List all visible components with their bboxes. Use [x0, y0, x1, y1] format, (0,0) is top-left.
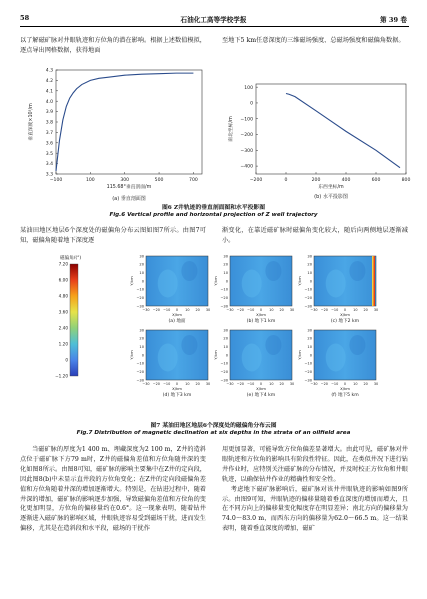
x-tick-label: −100	[49, 178, 63, 183]
fig6-panel-b	[222, 78, 412, 208]
x-tick-label: 10	[185, 308, 190, 312]
header-rule	[20, 26, 409, 27]
x-tick-label: −30	[310, 308, 318, 312]
colorbar-tick-label: 4.80	[58, 293, 68, 299]
x-axis-label: X/km	[172, 386, 182, 391]
x-tick-label: 400	[341, 178, 351, 183]
fig7-caption-cn: 图7 某油田地区地层6个深度处的磁偏角分布云图	[150, 423, 277, 429]
x-tick-label: −20	[320, 382, 328, 386]
x-tick-label: 20	[195, 382, 200, 386]
x-tick-label: −10	[163, 382, 171, 386]
y-tick-label: 20	[223, 336, 228, 341]
map-blob	[326, 270, 346, 298]
x-tick-label: −30	[226, 308, 234, 312]
x-tick-label: 500	[154, 178, 164, 183]
colorbar-tick-label: 3.60	[58, 309, 68, 315]
x-tick-label: −20	[152, 382, 160, 386]
x-tick-label: 30	[373, 382, 379, 386]
y-axis-label: Y/km	[213, 350, 218, 360]
map-blob	[158, 344, 178, 372]
panel-sublabel: (b) 水平投影图	[314, 194, 348, 200]
fig7-figure	[55, 250, 379, 410]
y-tick-label: 3.4	[45, 162, 53, 168]
y-tick-label: −20	[304, 370, 312, 375]
panel-label: (e) 地下4 km	[246, 393, 276, 398]
panel-label: (a) 地面	[168, 319, 186, 324]
y-tick-label: −10	[220, 361, 228, 366]
y-tick-label: −30	[304, 304, 312, 309]
x-tick-label: 100	[85, 178, 95, 183]
x-axis-label: 115.68°垂直剖面/m	[106, 185, 152, 190]
y-tick-label: −10	[136, 361, 144, 366]
trajectory-line	[56, 73, 193, 171]
y-axis-label: 垂直深度×10³/m	[29, 103, 34, 141]
x-tick-label: 0	[175, 308, 179, 312]
x-tick-label: 20	[195, 308, 200, 312]
y-tick-label: −200	[240, 133, 253, 139]
y-tick-label: 4.2	[45, 79, 53, 84]
y-tick-label: −10	[304, 361, 312, 366]
map-blob	[349, 335, 365, 355]
x-tick-label: 800	[401, 178, 411, 183]
x-tick-label: 10	[185, 382, 190, 386]
x-tick-label: −10	[163, 308, 171, 312]
x-tick-label: 30	[205, 382, 211, 386]
panel-label: (d) 地下3 km	[162, 393, 192, 398]
y-tick-label: −20	[220, 370, 228, 375]
panel-label: (f) 地下5 km	[331, 393, 359, 398]
y-tick-label: 4.1	[45, 89, 53, 95]
colorbar-tick-label: 2.40	[58, 325, 68, 331]
y-tick-label: −10	[304, 287, 312, 292]
y-tick-label: 10	[307, 345, 312, 350]
x-axis-label: X/km	[256, 386, 266, 391]
x-tick-label: −30	[142, 308, 150, 312]
y-tick-label: 20	[139, 336, 144, 341]
panel-label: (c) 地下2 km	[330, 319, 360, 324]
y-tick-label: 3.3	[45, 172, 53, 178]
x-tick-label: 20	[279, 382, 284, 386]
fig7-caption-en: Fig.7 Distribution of magnetic declination at six depths in the strata of an oilfield area	[76, 430, 351, 436]
y-tick-label: −300	[240, 148, 253, 154]
y-tick-label: 10	[139, 271, 144, 276]
x-tick-label: 700	[189, 178, 198, 183]
y-tick-label: 3.9	[45, 110, 53, 116]
x-tick-label: −30	[310, 382, 318, 386]
y-tick-label: −30	[136, 378, 144, 383]
x-axis-label: 东西坐标/m	[318, 185, 344, 190]
y-axis-label: Y/km	[129, 350, 134, 360]
x-tick-label: 20	[279, 308, 284, 312]
x-tick-label: 0	[343, 308, 347, 312]
x-tick-label: 600	[371, 178, 381, 183]
y-tick-label: 3.6	[45, 141, 53, 147]
x-tick-label: −30	[226, 382, 234, 386]
x-tick-label: 0	[175, 382, 179, 386]
y-tick-label: 100	[244, 85, 253, 91]
map-blob	[349, 261, 365, 281]
x-tick-label: −30	[142, 382, 150, 386]
y-axis-label: Y/km	[213, 276, 218, 286]
y-tick-label: −10	[220, 287, 228, 292]
y-tick-label: −100	[240, 117, 253, 123]
y-tick-label: −30	[220, 378, 228, 383]
y-tick-label: 30	[139, 254, 144, 259]
map-blob	[158, 270, 178, 298]
x-tick-label: 0	[343, 382, 347, 386]
x-tick-label: 10	[269, 382, 274, 386]
y-tick-label: 30	[139, 328, 144, 333]
fig7-maps	[55, 250, 379, 410]
volume-label: 第 39 卷	[380, 16, 407, 24]
y-tick-label: −20	[304, 296, 312, 301]
x-tick-label: 20	[363, 308, 368, 312]
x-tick-label: 10	[353, 308, 358, 312]
anomaly-core	[374, 256, 376, 306]
y-tick-label: −30	[304, 378, 312, 383]
y-axis-label: Y/km	[297, 350, 302, 360]
y-tick-label: −10	[136, 287, 144, 292]
x-tick-label: −10	[247, 382, 255, 386]
y-tick-label: 3.8	[45, 120, 53, 126]
trajectory-line	[286, 93, 400, 167]
text-left-mid: 某油田地区地层6个深度处的磁偏角分布云图如图7所示。由图7可知，磁偏角随着地下深度逐	[20, 227, 206, 244]
y-tick-label: −20	[136, 296, 144, 301]
x-tick-label: 200	[311, 178, 321, 183]
y-tick-label: −30	[220, 304, 228, 309]
y-tick-label: 30	[307, 254, 312, 259]
x-axis-label: X/km	[340, 386, 350, 391]
x-tick-label: −20	[236, 382, 244, 386]
panel-sublabel: (a) 垂直剖面图	[112, 196, 146, 202]
map-blob	[326, 344, 346, 372]
colorbar	[70, 264, 78, 376]
y-tick-label: 4.3	[45, 68, 53, 74]
y-tick-label: 0	[309, 353, 312, 358]
y-tick-label: 20	[223, 262, 228, 267]
y-tick-label: 4.0	[45, 99, 53, 105]
y-tick-label: 20	[307, 336, 312, 341]
x-axis-label: X/km	[256, 312, 266, 317]
x-tick-label: 0	[259, 308, 263, 312]
y-tick-label: 30	[223, 254, 228, 259]
y-tick-label: 10	[139, 345, 144, 350]
y-tick-label: 0	[141, 353, 144, 358]
x-tick-label: 30	[289, 382, 295, 386]
x-tick-label: 30	[205, 308, 211, 312]
y-tick-label: −400	[240, 164, 253, 170]
colorbar-tick-label: 6.00	[58, 277, 68, 283]
colorbar-title: 磁偏角/(°)	[60, 256, 82, 261]
x-tick-label: 10	[269, 308, 274, 312]
text-left-bottom: 当磁矿脉的厚度为1 400 m、埋藏深度为2 100 m，Z井的造斜点位于磁矿脉下方79 m时，Z井的磁偏角差值和方位角随井深的变化如图8所示。由图8可知，磁矿脉的影响主要集中在Z井的定向段，因此图8(b)中未显示直井段的方位角变化；在Z井的定向段磁偏角差值和方位角随着井深的增加逐渐增大。特别是，在钻进过程中，随着井深的增加，磁矿脉的影响逐步加强，导致磁偏角差值和方位角的变化更加明显，方位角的偏移量约在0.6°。这一现象表明，随着钻井逐渐进入磁矿脉的影响区域，井眼轨迹容易受到磁场干扰，进而发生偏移，尤其是在造斜段和水平段，磁场的干扰作	[20, 446, 206, 533]
plot-frame	[256, 84, 406, 174]
panel-label: (b) 地下1 km	[246, 319, 276, 324]
x-tick-label: 300	[120, 178, 130, 183]
x-tick-label: 20	[363, 382, 368, 386]
y-tick-label: −20	[220, 296, 228, 301]
y-axis-label: Y/km	[297, 276, 302, 286]
text-right-mid: 渐变化，在靠近磁矿脉时磁偏角变化较大，随后向两侧地层逐渐减小。	[222, 227, 408, 244]
map-blob	[265, 261, 281, 281]
y-tick-label: 0	[141, 279, 144, 284]
y-tick-label: 0	[225, 279, 228, 284]
colorbar-tick-label: 0	[65, 357, 68, 363]
colorbar-tick-label: 1.20	[58, 341, 68, 347]
x-tick-label: −20	[236, 308, 244, 312]
journal-title: 石油化工高等学校学报	[180, 16, 247, 24]
fig6a-chart	[20, 62, 210, 208]
x-tick-label: −10	[331, 382, 339, 386]
x-axis-label: X/km	[172, 312, 182, 317]
x-tick-label: 10	[353, 382, 358, 386]
fig6b-chart	[222, 78, 412, 208]
x-tick-label: −20	[320, 308, 328, 312]
y-tick-label: 3.5	[45, 151, 53, 157]
y-tick-label: 3.7	[45, 131, 53, 136]
map-blob	[242, 344, 262, 372]
y-tick-label: 20	[307, 262, 312, 267]
y-tick-label: 0	[309, 279, 312, 284]
x-tick-label: −200	[249, 178, 263, 183]
text-left-top: 以了解磁矿脉对井眼轨迹和方位角的潜在影响。根据上述数值模拟，逐点导出网格数据，获得地面	[20, 37, 206, 54]
x-tick-label: 30	[373, 308, 379, 312]
y-tick-label: 0	[225, 353, 228, 358]
y-tick-label: 30	[307, 328, 312, 333]
page-number: 58	[20, 14, 30, 22]
text-right-top: 至地下5 km任意深度的三维磁场强度、总磁场强度和磁偏角数据。	[222, 37, 405, 44]
y-tick-label: 10	[223, 271, 228, 276]
x-tick-label: 30	[289, 308, 295, 312]
x-tick-label: −10	[331, 308, 339, 312]
x-tick-label: 0	[284, 178, 288, 183]
y-axis-label: 南北坐标/m	[229, 116, 234, 142]
fig6-panel-a	[20, 62, 210, 208]
y-tick-label: 10	[223, 345, 228, 350]
map-blob	[181, 261, 197, 281]
plot-frame	[56, 70, 202, 174]
y-tick-label: −30	[136, 304, 144, 309]
map-blob	[242, 270, 262, 298]
x-tick-label: 0	[259, 382, 263, 386]
map-blob	[265, 335, 281, 355]
x-axis-label: X/km	[340, 312, 350, 317]
y-tick-label: 30	[223, 328, 228, 333]
x-tick-label: −20	[152, 308, 160, 312]
y-tick-label: 0	[250, 101, 253, 107]
text-right-bottom: 用更加显著，可能导致方位角偏差显著增大。由此可见，磁矿脉对井眼轨迹和方位角的影响具有阶段性特征。因此，在类似井况下进行钻井作业时，应特别关注磁矿脉的分布情况，并及时校正方位角和井眼轨迹，以确保钻井作业的精确性和安全性。 考虑地下磁矿脉影响后，磁矿脉对该井井眼轨迹的影响如图9所示。由图9可知，井眼轨迹的偏移量随着垂直深度的增加而增大，且在不同方向上的偏移量变化幅度存在明显差异；南北方向的偏移量为74.0～83.0 m，而西东方向的偏移量为62.0～66.5 m。这一结果表明，随着垂直深度的增加，磁矿	[222, 446, 409, 533]
fig6-caption-cn: 图6 Z井轨迹的垂直剖面图和水平投影图	[161, 205, 266, 211]
y-axis-label: Y/km	[129, 276, 134, 286]
colorbar-tick-label: 7.20	[58, 261, 68, 267]
y-tick-label: 10	[307, 271, 312, 276]
x-tick-label: −10	[247, 308, 255, 312]
y-tick-label: 20	[139, 262, 144, 267]
colorbar-tick-label: −1.20	[55, 373, 68, 379]
y-tick-label: −20	[136, 370, 144, 375]
map-blob	[181, 335, 197, 355]
fig6-caption-en: Fig.6 Vertical profile and horizontal projection of Z well trajectory	[109, 212, 318, 218]
